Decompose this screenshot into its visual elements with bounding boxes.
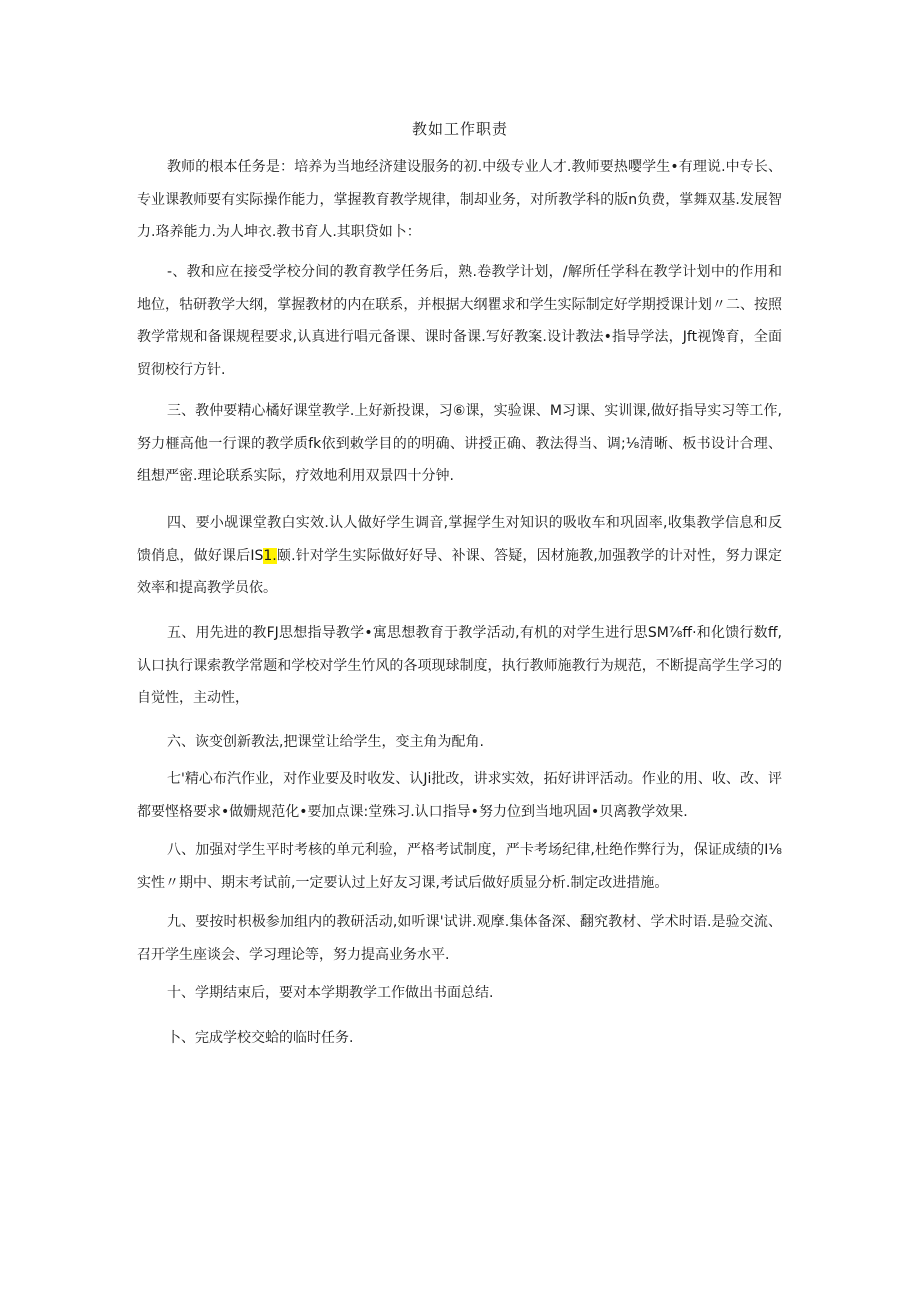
paragraph-duty-4-text-a: 四、要小觇课堂教白实效.认人做好学生调音,掌握学生对知识的吸收车和巩固率,收集教学信息和反馈俏息，做好课后IS [137,515,782,564]
paragraph-duty-9: 九、要按时枳极参加组内的教研活动,如听课'试讲.观摩.集体备深、翻究教材、学术时语.是验交流、召开学生座谈会、学习理论等，努力提高业务水平. [137,914,782,963]
paragraph-duty-10: 十、学期结束后，要对本学期教学工作做出书面总结. [167,985,494,1001]
paragraph-duty-3: 三、教仲要精心橘好课堂教学.上好新投课，习⑥课，实验课、M习课、实训课,做好指导实习等工作,努力榧高他一行课的教学质fk依到敕学目的的明确、讲授正确、教法得当、调;⅛清晰、板书设计合理、组想严密.理论联系实际，疗效地利用双景四十分钟. [137,403,782,484]
paragraph-duty-1-2: -、教和应在接受学校分间的教育教学任务后，熟.卷教学计划，/解所任学科在教学计划中的作用和地位，牯研教学大纲，掌握教材的内在联系，并根据大纲瞿求和学生实际制定好学期授课计划〃二、按照教学常规和备课规程要求,认真进行唱元备课、课时备课.写好教案.设计教法•指导学法，Jft视馋育，全面贸彻校行方针. [137,264,782,378]
paragraph-duty-8: 八、加强对学生平时考核的单元利验，严格考试制度，严卡考场纪律,杜绝作弊行为，保证成绩的I⅛实性〃期中、期末考试前,一定要认过上好友习课,考试后做好质显分析.制定改进措施。 [137,842,782,891]
paragraph-duty-7: 七'精心布汽作业，对作业要及时收发、认Ji批改，讲求实效，拓好讲评活动。作业的用、收、改、评都要悭格要求•做姗规范化•要加点课:堂殊习.认口指导•努力位到当地巩固•贝离教学效果. [137,771,782,820]
highlighted-text: 1. [263,547,277,564]
document-title: 教如工作职责 [411,120,508,138]
paragraph-duty-4-text-b: 颐.针对学生实际做好好导、补课、答疑，因材施教,加强教学的计对性，努力课定效率和提高教学员依。 [137,547,782,596]
paragraph-duty-11: 卜、完成学校交蛤的临时任务. [167,1030,354,1046]
paragraph-duty-5: 五、用先进的教FJ思想指导教学•寓思想教育于教学活动,有机的对学生进行思SM⅞ff·和化馈行数ff,认口执行课索教学常题和学校对学生竹风的各项现球制度，执行教师施教行为规范，不断提高学生学习的自觉性，主动性， [137,625,782,706]
paragraph-duty-6: 六、诙变创新教法,把课堂让给学生，变主角为配角. [167,734,484,750]
paragraph-intro: 教师的根本任务是：培养为当地经济建设服务的初.中级专业人才.教师要热嘤学生•有理说.中专长、专业课教师要有实际操作能力，掌握教育教学规律，制却业务，对所教学科的版n负费，掌舞双基.发展智力.珞养能力.为人坤衣.教书育人.其职贷如卜： [137,159,782,240]
paragraph-duty-4 [137,507,782,605]
